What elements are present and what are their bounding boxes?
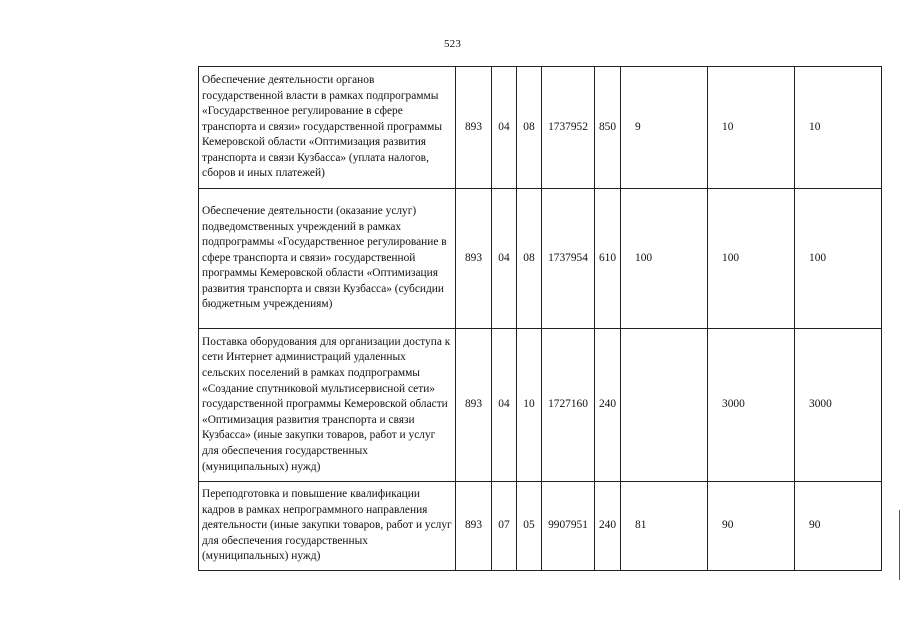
subsection-code: 08 [517,67,542,189]
amount-year-1: 100 [621,189,708,329]
section-code: 04 [492,329,517,482]
amount-year-1: 81 [621,482,708,571]
amount-year-2: 10 [708,67,795,189]
amount-year-2: 100 [708,189,795,329]
expense-type-code: 240 [595,329,621,482]
target-article-code: 9907951 [542,482,595,571]
row-description: Поставка оборудования для организации доступа к сети Интернет администраций удаленных сельских поселений в рамках подпрограммы «Создание спутниковой мультисервисной сети» государственной программы Кемеровской области «Оптимизация развития транспорта и связи Кузбасса» (иные закупки товаров, работ и услуг для обеспечения государственных (муниципальных) нужд) [199,329,456,482]
budget-table [198,66,882,571]
amount-year-1: 9 [621,67,708,189]
ministry-code: 893 [456,67,492,189]
scan-edge-mark [899,510,900,580]
table-row [199,189,882,329]
amount-year-1 [621,329,708,482]
target-article-code: 1737954 [542,189,595,329]
row-description: Обеспечение деятельности органов государственной власти в рамках подпрограммы «Государственное регулирование в сфере транспорта и связи» государственной программы Кемеровской области «Оптимизация развития транспорта и связи Кузбасса» (уплата налогов, сборов и иных платежей) [199,67,456,189]
table-row [199,482,882,571]
target-article-code: 1727160 [542,329,595,482]
amount-year-3: 10 [795,67,882,189]
amount-year-2: 3000 [708,329,795,482]
row-description: Обеспечение деятельности (оказание услуг) подведомственных учреждений в рамках подпрограммы «Государственное регулирование в сфере транспорта и связи» государственной программы Кемеровской области «Оптимизация развития транспорта и связи Кузбасса» (субсидии бюджетным учреждениям) [199,189,456,329]
expense-type-code: 610 [595,189,621,329]
table-row [199,329,882,482]
section-code: 04 [492,67,517,189]
row-description: Переподготовка и повышение квалификации кадров в рамках непрограммного направления деятельности (иные закупки товаров, работ и услуг для обеспечения государственных (муниципальных) нужд) [199,482,456,571]
table-row [199,67,882,189]
page-number: 523 [443,38,462,50]
amount-year-2: 90 [708,482,795,571]
ministry-code: 893 [456,329,492,482]
amount-year-3: 3000 [795,329,882,482]
target-article-code: 1737952 [542,67,595,189]
ministry-code: 893 [456,482,492,571]
subsection-code: 10 [517,329,542,482]
amount-year-3: 100 [795,189,882,329]
section-code: 07 [492,482,517,571]
subsection-code: 08 [517,189,542,329]
amount-year-3: 90 [795,482,882,571]
expense-type-code: 850 [595,67,621,189]
expense-type-code: 240 [595,482,621,571]
section-code: 04 [492,189,517,329]
ministry-code: 893 [456,189,492,329]
subsection-code: 05 [517,482,542,571]
